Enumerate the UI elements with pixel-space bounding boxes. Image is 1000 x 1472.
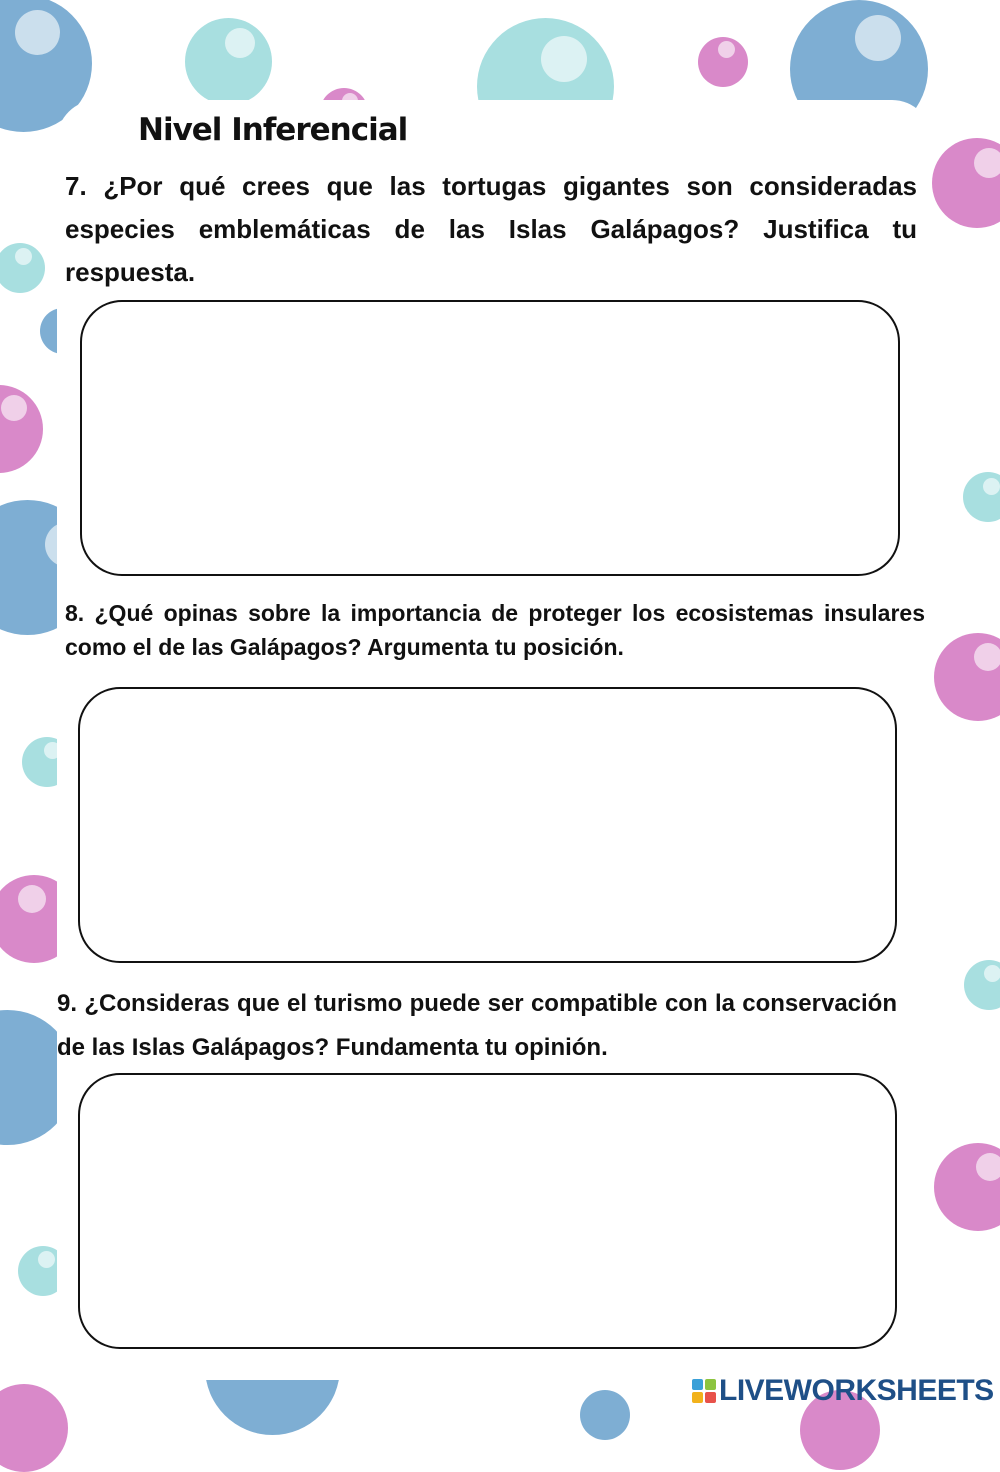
bubble-decoration [0,385,43,473]
bubble-decoration [932,138,1000,228]
bubble-decoration [0,243,45,293]
bubble-decoration [963,472,1000,522]
liveworksheets-brand [692,1374,994,1408]
brand-name: LIVEWORKSHEETS [719,1374,994,1407]
bubble-decoration [580,1390,630,1440]
question-8-text: 8. ¿Qué opinas sobre la importancia de proteger los ecosistemas insulares como el de las Galápagos? Argumenta tu posición. [65,600,925,660]
bubble-decoration [185,18,272,105]
question-7-text: 7. ¿Por qué crees que las tortugas gigantes son consideradas especies emblemáticas de las Islas Galápagos? Justifica tu respuesta. [65,171,917,287]
answer-box-question-7[interactable] [80,300,900,576]
bubble-decoration [934,633,1000,721]
worksheet-title: Nivel Inferencial [138,112,408,148]
answer-box-question-8[interactable] [78,687,897,963]
bubble-decoration [964,960,1000,1010]
bubble-decoration [698,37,748,87]
liveworksheets-logo-icon [692,1379,716,1403]
bubble-decoration [0,1384,68,1472]
answer-box-question-9[interactable] [78,1073,897,1349]
question-9-text: 9. ¿Consideras que el turismo puede ser compatible con la conservación de las Islas Galápagos? Fundamenta tu opinión. [57,990,897,1061]
bubble-decoration [934,1143,1000,1231]
